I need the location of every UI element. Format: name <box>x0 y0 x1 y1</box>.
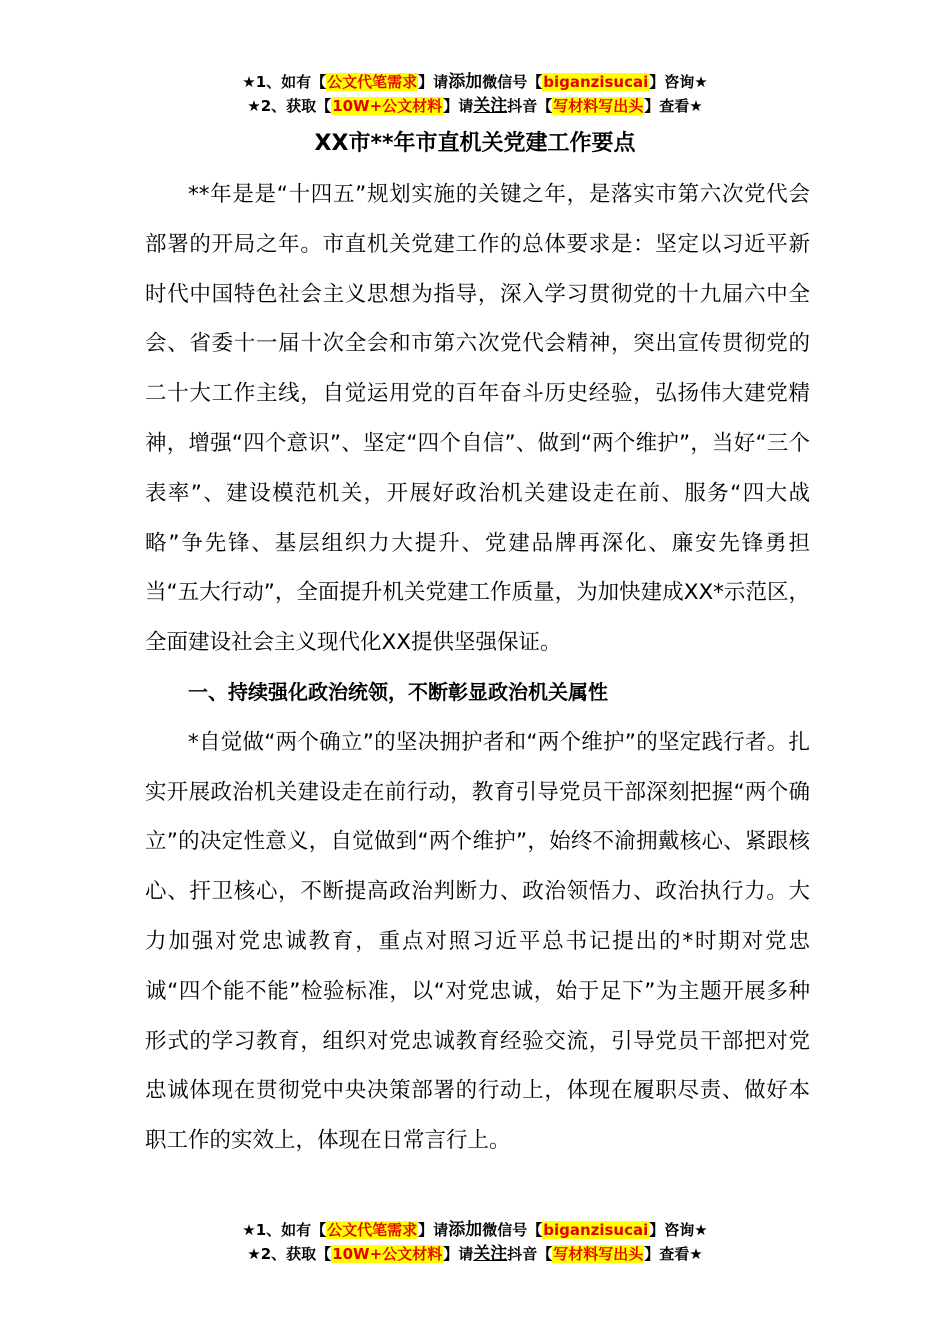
promo-line-1-highlight-2: biganzisucai <box>543 1221 649 1239</box>
promo-line-1 <box>0 70 950 94</box>
promo-line-1-middle-b: 添加 <box>448 72 483 92</box>
promo-line-2 <box>0 94 950 118</box>
promo-line-1-prefix: ★1、如有【 <box>242 73 327 91</box>
promo-line-2-highlight-2: 写材料写出头 <box>553 1245 644 1263</box>
promo-line-2-bottom <box>0 1242 950 1266</box>
promo-banner-bottom <box>0 1218 950 1266</box>
promo-line-2-prefix: ★2、获取【 <box>247 97 332 115</box>
promo-line-2-suffix: 】查看★ <box>644 97 703 115</box>
promo-line-2-middle-b: 关注 <box>473 96 508 116</box>
promo-banner-top <box>0 70 950 118</box>
paragraph-section-1: *自觉做“两个确立”的坚决拥护者和“两个维护”的坚定践行者。扎实开展政治机关建设走在前行动，教育引导党员干部深刻把握“两个确立”的决定性意义，自觉做到“两个维护”，始终不渝拥戴核心、紧跟核心、扞卫核心，不断提高政治判断力、政治领悟力、政治执行力。大力加强对党忠诚教育，重点对照习近平总书记提出的*时期对党忠诚“四个能不能”检验标准，以“对党忠诚，始于足下”为主题开展多种形式的学习教育，组织对党忠诚教育经验交流，引导党员干部把对党忠诚体现在贯彻党中央决策部署的行动上，体现在履职尽责、做好本职工作的实效上，体现在日常言行上。 <box>145 729 810 1154</box>
promo-line-1-middle-a: 】请 <box>418 1221 449 1239</box>
promo-line-1-bottom <box>0 1218 950 1242</box>
promo-line-1-highlight-1: 公文代笔需求 <box>327 1221 418 1239</box>
promo-line-1-middle-c: 微信号【 <box>482 73 543 91</box>
section-heading-1: 一、持续强化政治统领，不断彰显政治机关属性 <box>188 679 608 704</box>
promo-line-2-middle-a: 】请 <box>443 1245 474 1263</box>
promo-line-2-highlight-2: 写材料写出头 <box>553 97 644 115</box>
promo-line-1-prefix: ★1、如有【 <box>242 1221 327 1239</box>
promo-line-1-highlight-1: 公文代笔需求 <box>327 73 418 91</box>
promo-line-2-middle-b: 关注 <box>473 1244 508 1264</box>
promo-line-1-middle-c: 微信号【 <box>482 1221 543 1239</box>
promo-line-1-suffix: 】咨询★ <box>649 73 708 91</box>
promo-line-2-highlight-1: 10W+公文材料 <box>332 97 443 115</box>
document-body <box>145 170 810 1166</box>
promo-line-1-suffix: 】咨询★ <box>649 1221 708 1239</box>
promo-line-2-highlight-1: 10W+公文材料 <box>332 1245 443 1263</box>
promo-line-2-prefix: ★2、获取【 <box>247 1245 332 1263</box>
promo-line-2-middle-a: 】请 <box>443 97 474 115</box>
promo-line-2-middle-c: 抖音【 <box>507 97 553 115</box>
promo-line-1-middle-a: 】请 <box>418 73 449 91</box>
document-title: XX市**年市直机关党建工作要点 <box>314 131 636 156</box>
promo-line-1-highlight-2: biganzisucai <box>543 73 649 91</box>
promo-line-2-middle-c: 抖音【 <box>507 1245 553 1263</box>
promo-line-1-middle-b: 添加 <box>448 1220 483 1240</box>
paragraph-intro: **年是是“十四五”规划实施的关键之年，是落实市第六次党代会部署的开局之年。市直机关党建工作的总体要求是：坚定以习近平新时代中国特色社会主义思想为指导，深入学习贯彻党的十九届六中全会、省委十一届十次全会和市第六次党代会精神，突出宣传贯彻党的二十大工作主线，自觉运用党的百年奋斗历史经验，弘扬伟大建党精神，增强“四个意识”、坚定“四个自信”、做到“两个维护”，当好“三个表率”、建设模范机关，开展好政治机关建设走在前、服务“四大战略”争先锋、基层组织力大提升、党建品牌再深化、廉安先锋勇担当“五大行动”，全面提升机关党建工作质量，为加快建成XX*示范区，全面建设社会主义现代化XX提供坚强保证。 <box>145 182 810 656</box>
promo-line-2-suffix: 】查看★ <box>644 1245 703 1263</box>
